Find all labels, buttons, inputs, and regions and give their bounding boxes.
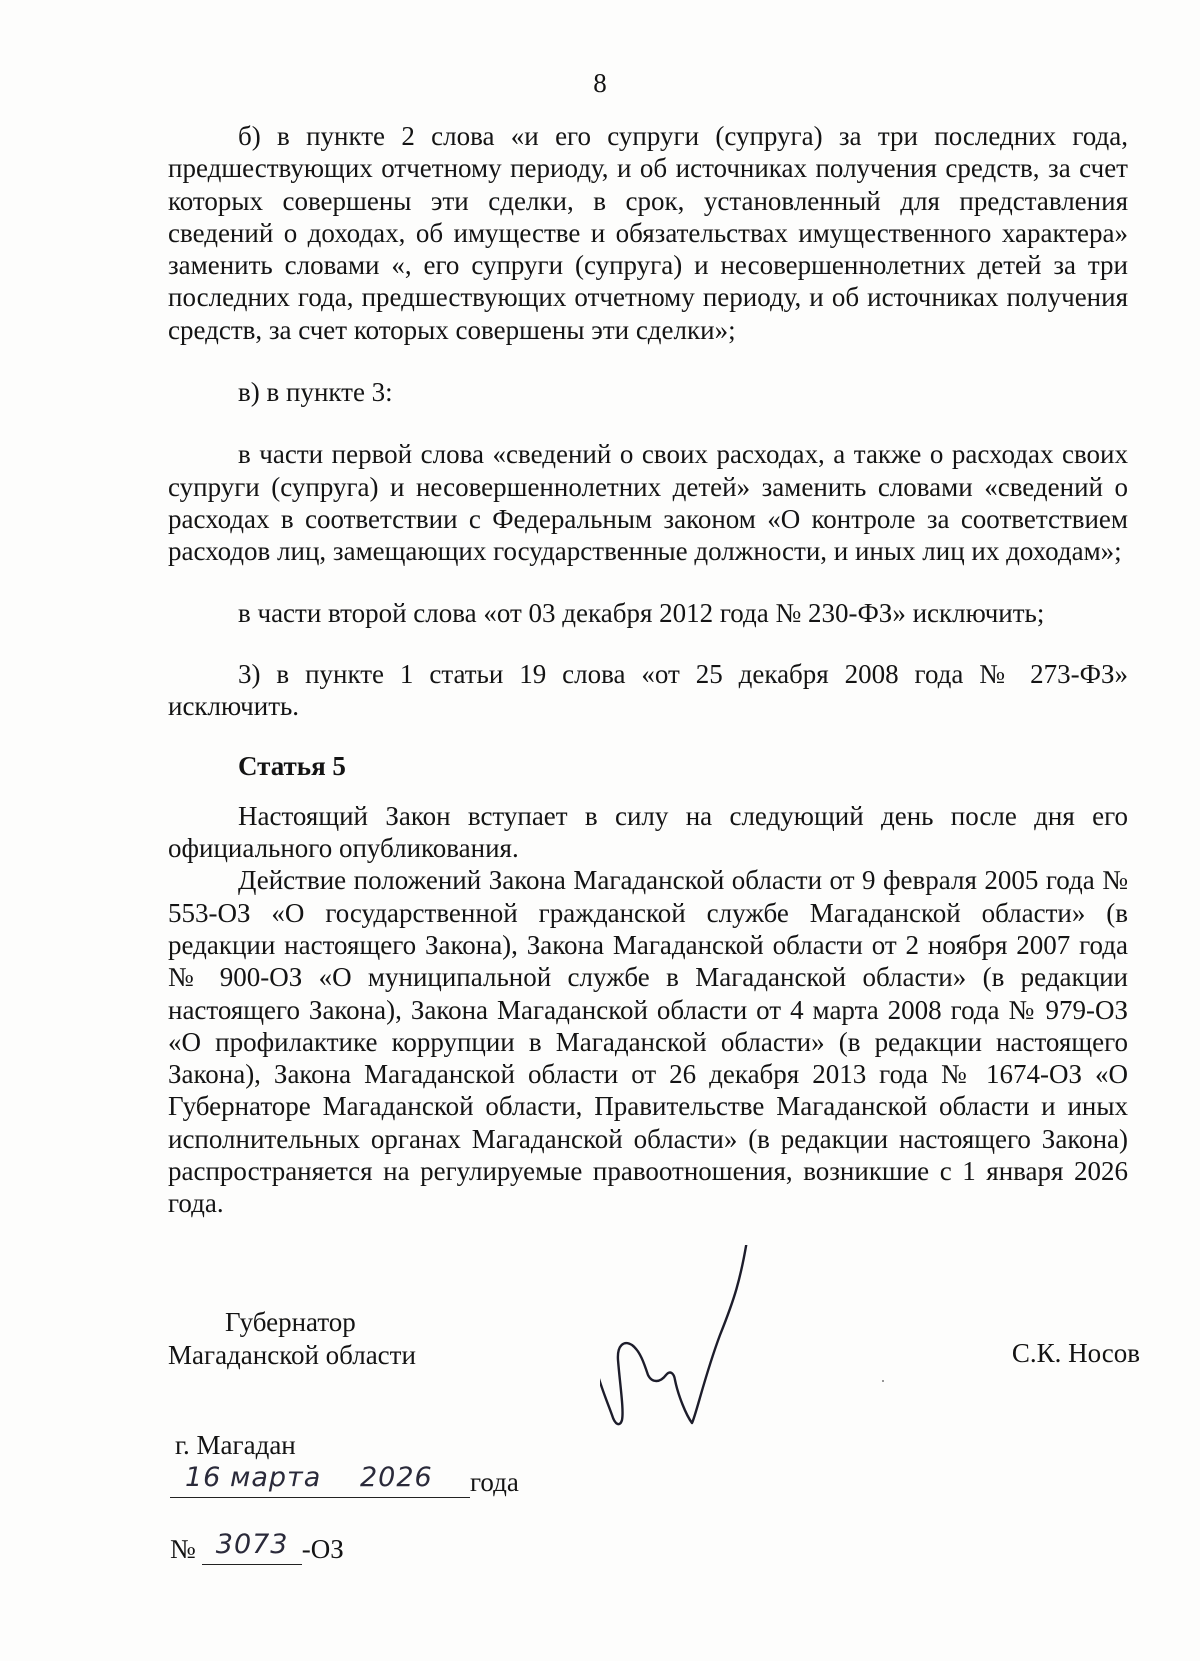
article-paragraph-1: Настоящий Закон вступает в силу на следующий день после дня его официального опубликования.: [168, 800, 1128, 864]
date-year: 2026: [360, 1462, 433, 1493]
paragraph-point-3: 3) в пункте 1 статьи 19 слова «от 25 декабря 2008 года № 273-ФЗ» исключить.: [168, 658, 1128, 722]
place-of-signing: г. Магадан: [175, 1430, 296, 1460]
signatory-name: С.К. Носов: [1011, 1338, 1140, 1368]
paragraph-v: в) в пункте 3:: [238, 377, 393, 408]
signatory-title-line1: Губернатор: [225, 1307, 356, 1337]
document-body: [168, 120, 1128, 1220]
number-value: 3073: [215, 1529, 289, 1560]
number-prefix: №: [170, 1534, 196, 1564]
date-handwritten-field: [170, 1463, 470, 1498]
article-paragraph-2: Действие положений Закона Магаданской области от 9 февраля 2005 года № 553-ОЗ «О государственной гражданской службе Магаданской области» (в редакции настоящего Закона), Закона Магаданской области от 2 ноября 2007 года № 900-ОЗ «О муниципальной службе в Магаданской области» (в редакции настоящего Закона), Закона Магаданской области от 4 марта 2008 года № 979-ОЗ «О профилактике коррупции в Магаданской области» (в редакции настоящего Закона), Закона Магаданской области от 26 декабря 2013 года № 1674-ОЗ «О Губернаторе Магаданской области, Правительстве Магаданской области и иных исполнительных органах Магаданской области» (в редакции настоящего Закона) распространяется на регулируемые правоотношения, возникшие с 1 января 2026 года.: [168, 865, 1128, 1219]
paragraph-part-two: в части второй слова «от 03 декабря 2012 года № 230-ФЗ» исключить;: [238, 597, 1045, 628]
page-number: 8: [593, 68, 607, 98]
law-number: [170, 1530, 344, 1565]
date-suffix: года: [470, 1467, 519, 1497]
signing-date: [170, 1463, 519, 1498]
signatory-title-line2: Магаданской области: [168, 1340, 416, 1370]
paragraph-part-one: в части первой слова «сведений о своих расходах, а также о расходах своих супруги (супруга) и несовершеннолетних детей» заменить словами «сведений о расходах в соответствии с Федеральным законом «О контроле за соответствием расходов лиц, замещающих государственные должности, и иных лиц их доходам»;: [168, 439, 1128, 567]
number-handwritten-field: [202, 1530, 302, 1565]
date-day: 16: [185, 1462, 222, 1493]
handwritten-signature: [600, 1245, 800, 1455]
scan-speck: [882, 1380, 884, 1382]
paragraph-b: б) в пункте 2 слова «и его супруги (супруга) за три последних года, предшествующих отчетному периоду, и об источниках получения средств, за счет которых совершены эти сделки, в срок, установленный для представления сведений о доходах, об имуществе и обязательствах имущественного характера» заменить словами «, его супруги (супруга) и несовершеннолетних детей за три последних года, предшествующих отчетному периоду, и об источниках получения средств, за счет которых совершены эти сделки»;: [168, 121, 1128, 345]
date-month: марта: [230, 1462, 322, 1493]
number-suffix: -ОЗ: [301, 1534, 344, 1564]
signatory-title: [168, 1306, 416, 1372]
article-heading: Статья 5: [238, 751, 346, 782]
